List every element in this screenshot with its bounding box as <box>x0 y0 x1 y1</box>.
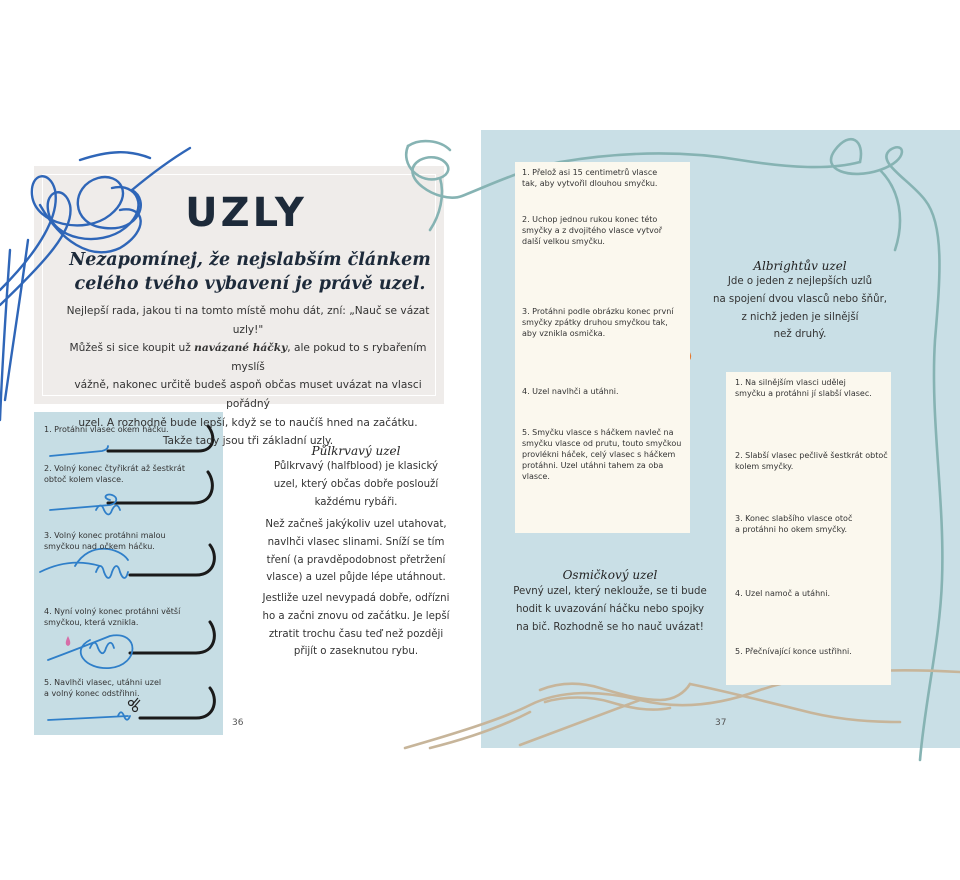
albright-step-2: 2. Slabší vlasec pečlivě šestkrát obtoč kolem smyčky. <box>735 451 888 471</box>
page-number-right: 37 <box>715 718 727 728</box>
subtitle-line-2: celého tvého vybavení je právě uzel. <box>74 274 426 294</box>
scissors-icon <box>129 698 141 712</box>
figure8-step-4: 4. Uzel navlhči a utáhni. <box>522 387 619 396</box>
halfblood-step-5: 5. Navlhči vlasec, utáhni uzel a volný konec odstřihni. <box>44 678 162 698</box>
halfblood-paragraph-1: Půlkrvavý (halfblood) je klasický uzel, který občas dobře poslouží každému rybáři. <box>273 461 439 508</box>
subtitle-line-1: Nezapomínej, že nejslabším článkem <box>69 250 431 270</box>
figure8-step-2: 2. Uchop jednou rukou konec této smyčky a z dvojitého vlasce vytvoř další velkou smyčku. <box>522 215 663 246</box>
halfblood-paragraph-2: Než začneš jakýkoliv uzel utahovat, navlhči vlasec slinami. Sníží se tím tření (a pravděpodobnost přetržení vlasce) a uzel půjde lépe utáhnout. <box>265 519 447 584</box>
albright-step-3: 3. Konec slabšího vlasce otoč a protáhni ho okem smyčky. <box>735 514 853 534</box>
page-subtitle <box>60 248 440 296</box>
intro-line: vážně, nakonec určitě budeš aspoň občas muset uvázat na vlasci pořádný <box>74 379 422 410</box>
halfblood-step-1: 1. Protáhni vlasec okem háčku. <box>44 425 169 434</box>
albright-step-4: 4. Uzel namoč a utáhni. <box>735 589 830 598</box>
intro-line: uzel. A rozhodně bude lepší, když se to naučíš hned na začátku. <box>78 416 418 429</box>
albright-paragraph: Jde o jeden z nejlepších uzlů na spojení dvou vlasců nebo šňůr, z nichž jeden je silnější než druhý. <box>712 276 887 341</box>
intro-line: Takže tady jsou tři základní uzly. <box>162 435 334 448</box>
intro-line: Nejlepší rada, jakou ti na tomto místě mohu dát, zní: „Nauč se vázat uzly!" <box>66 305 430 336</box>
water-drop-icon <box>66 636 71 646</box>
albright-step-5: 5. Přečnívající konce ustřihni. <box>735 647 852 656</box>
figure8-step-3: 3. Protáhni podle obrázku konec první smyčky zpátky druhou smyčkou tak, aby vznikla osmička. <box>522 307 674 338</box>
page-title: UZLY <box>185 190 307 236</box>
halfblood-paragraph-3: Jestliže uzel nevypadá dobře, odřízni ho a začni znovu od začátku. Je lepší ztratit trochu času teď než později přijít o zaseknutou rybu. <box>262 593 450 658</box>
figure8-step-1: 1. Přelož asi 15 centimetrů vlasce tak, aby vytvořil dlouhou smyčku. <box>522 168 658 188</box>
halfblood-heading: Půlkrvavý uzel <box>311 444 401 458</box>
intro-line: Můžeš si sice koupit už navázané háčky, ale pokud to s rybařením myslíš <box>69 342 427 373</box>
intro-emphasis: navázané háčky <box>194 342 288 355</box>
albright-step-1: 1. Na silnějším vlasci udělej smyčku a protáhni jí slabší vlasec. <box>735 378 872 398</box>
albright-heading: Albrightův uzel <box>753 259 847 273</box>
page-number-left: 36 <box>232 718 244 728</box>
figure8-paragraph: Pevný uzel, který neklouže, se ti bude hodit k uvazování háčku nebo spojky na bič. Rozhodně se ho nauč uvázat! <box>513 586 707 633</box>
figure8-step-5: 5. Smyčku vlasce s háčkem navleč na smyčku vlasce od prutu, touto smyčkou provlékni háček, celý vlasec s háčkem protáhni. Uzel utáhni tahem za oba vlasce. <box>522 428 682 481</box>
figure8-heading: Osmičkový uzel <box>562 568 658 582</box>
halfblood-step-4: 4. Nyní volný konec protáhni větší smyčkou, která vznikla. <box>44 607 181 627</box>
halfblood-step-3: 3. Volný konec protáhni malou smyčkou nad očkem háčku. <box>44 531 166 551</box>
halfblood-step-2: 2. Volný konec čtyřikrát až šestkrát obtoč kolem vlasce. <box>44 464 185 484</box>
